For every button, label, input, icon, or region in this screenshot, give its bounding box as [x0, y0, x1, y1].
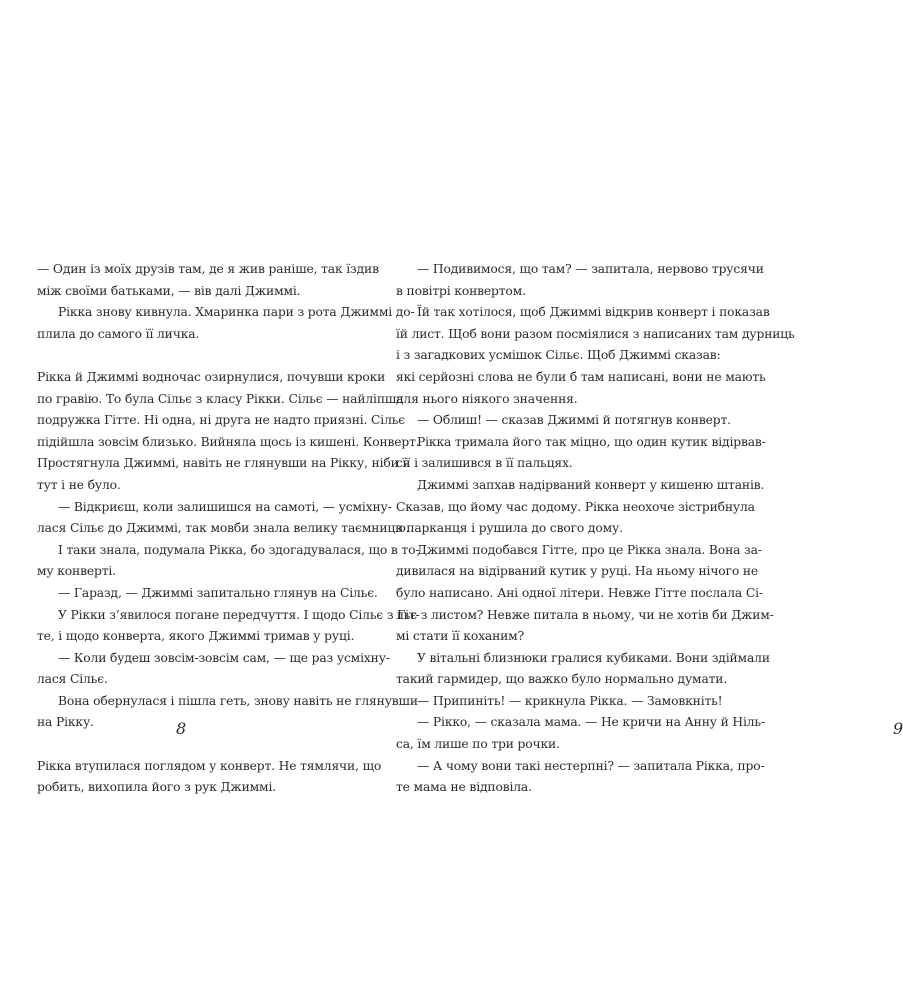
right-page-text	[396, 259, 795, 799]
text-line: робить, вихопила його з рук Джиммі.	[37, 780, 276, 795]
text-line: такий гармидер, що важко було нормально думати.	[396, 672, 728, 687]
text-line: по гравію. То була Сільє з класу Рікки. Сільє — найліпша	[37, 391, 404, 406]
text-line: лася Сільє до Джиммі, так мовби знала велику таємницю.	[37, 521, 410, 536]
text-line: підійшла зовсім близько. Вийняла щось із кишені. Конверт.	[37, 434, 420, 449]
text-line: — Один із моїх друзів там, де я жив раніше, так їздив	[37, 262, 379, 276]
text-line: Їй так хотілося, щоб Джиммі відкрив конверт і показав	[417, 305, 770, 320]
text-line: У Рікки з’явилося погане передчуття. І щодо Сільє з Гіт-	[58, 607, 420, 622]
text-line: мі стати її коханим?	[396, 629, 525, 644]
left-page-text	[37, 259, 420, 799]
text-line: Джиммі запхав надірваний конверт у кишеню штанів.	[417, 477, 765, 492]
page-number: 9	[893, 719, 903, 738]
text-line: — Подивимося, що там? — запитала, нервово трусячи	[417, 262, 764, 276]
text-line: і з загадкових усмішок Сільє. Щоб Джиммі сказав:	[396, 348, 721, 363]
text-line: Вона обернулася і пішла геть, знову навіть не глянувши	[58, 693, 418, 708]
text-line: льє з листом? Невже питала в ньому, чи не хотів би Джим-	[396, 607, 774, 622]
text-line: між своїми батьками, — вів далі Джиммі.	[37, 283, 301, 298]
text-line: Простягнула Джиммі, навіть не глянувши на Рікку, ніби її	[37, 456, 411, 471]
text-line: в повітрі конвертом.	[396, 283, 526, 298]
text-line: Рікка й Джиммі водночас озирнулися, почувши кроки	[37, 369, 386, 384]
text-line: — Коли будеш зовсім-зовсім сам, — ще раз усміхну-	[58, 650, 390, 665]
text-line: для нього ніякого значення.	[396, 391, 578, 406]
text-line: — Рікко, — сказала мама. — Не кричи на Анну й Ніль-	[417, 715, 765, 730]
text-line: тут і не було.	[37, 477, 121, 492]
text-line: му конверті.	[37, 564, 116, 579]
text-line: — Гаразд, — Джиммі запитально глянув на Сільє.	[58, 585, 378, 600]
right-page	[360, 0, 903, 1000]
text-line: те, і щодо конверта, якого Джиммі тримав у руці.	[37, 629, 355, 644]
text-line: Рікка втупилася поглядом у конверт. Не тямлячи, що	[37, 758, 382, 773]
text-line: са, їм лише по три рочки.	[396, 737, 560, 752]
text-line: плила до самого її личка.	[37, 326, 200, 341]
text-line: Рікка знову кивнула. Хмаринка пари з рота Джиммі до-	[58, 305, 415, 320]
text-line: на Рікку.	[37, 715, 94, 730]
text-line: Джиммі подобався Гітте, про це Рікка знала. Вона за-	[417, 542, 762, 557]
text-line: які серйозні слова не були б там написані, вони не мають	[396, 369, 766, 384]
text-line: У вітальні близнюки гралися кубиками. Вони здіймали	[417, 650, 770, 665]
text-line: з парканця і рушила до свого дому.	[396, 521, 623, 536]
text-line: їй лист. Щоб вони разом посміялися з написаних там дурниць	[396, 326, 795, 341]
text-line: подружка Гітте. Ні одна, ні друга не надто приязні. Сільє	[37, 413, 406, 428]
text-line: Рікка тримала його так міцно, що один кутик відірвав-	[417, 434, 766, 449]
text-line: ся і залишився в її пальцях.	[396, 456, 573, 471]
text-line: дивилася на відірваний кутик у руці. На ньому нічого не	[396, 564, 759, 579]
text-line: було написано. Ані одної літери. Невже Гітте послала Сі-	[396, 585, 763, 600]
text-line: те мама не відповіла.	[396, 780, 532, 795]
section-break	[37, 345, 323, 367]
text-line: лася Сільє.	[37, 672, 108, 687]
text-line: Сказав, що йому час додому. Рікка неохоче зістрибнула	[396, 499, 755, 514]
text-line: — А чому вони такі нестерпні? — запитала Рікка, про-	[417, 758, 765, 773]
left-page	[0, 0, 420, 1000]
text-line: І таки знала, подумала Рікка, бо здогадувалася, що в то-	[58, 542, 420, 557]
text-line: — Припиніть! — крикнула Рікка. — Замовкніть!	[417, 693, 723, 708]
text-line: — Облиш! — сказав Джиммі й потягнув конверт.	[417, 413, 731, 428]
text-line: — Відкриєш, коли залишишся на самоті, — усміхну-	[58, 499, 392, 514]
page-number: 8	[176, 719, 187, 738]
